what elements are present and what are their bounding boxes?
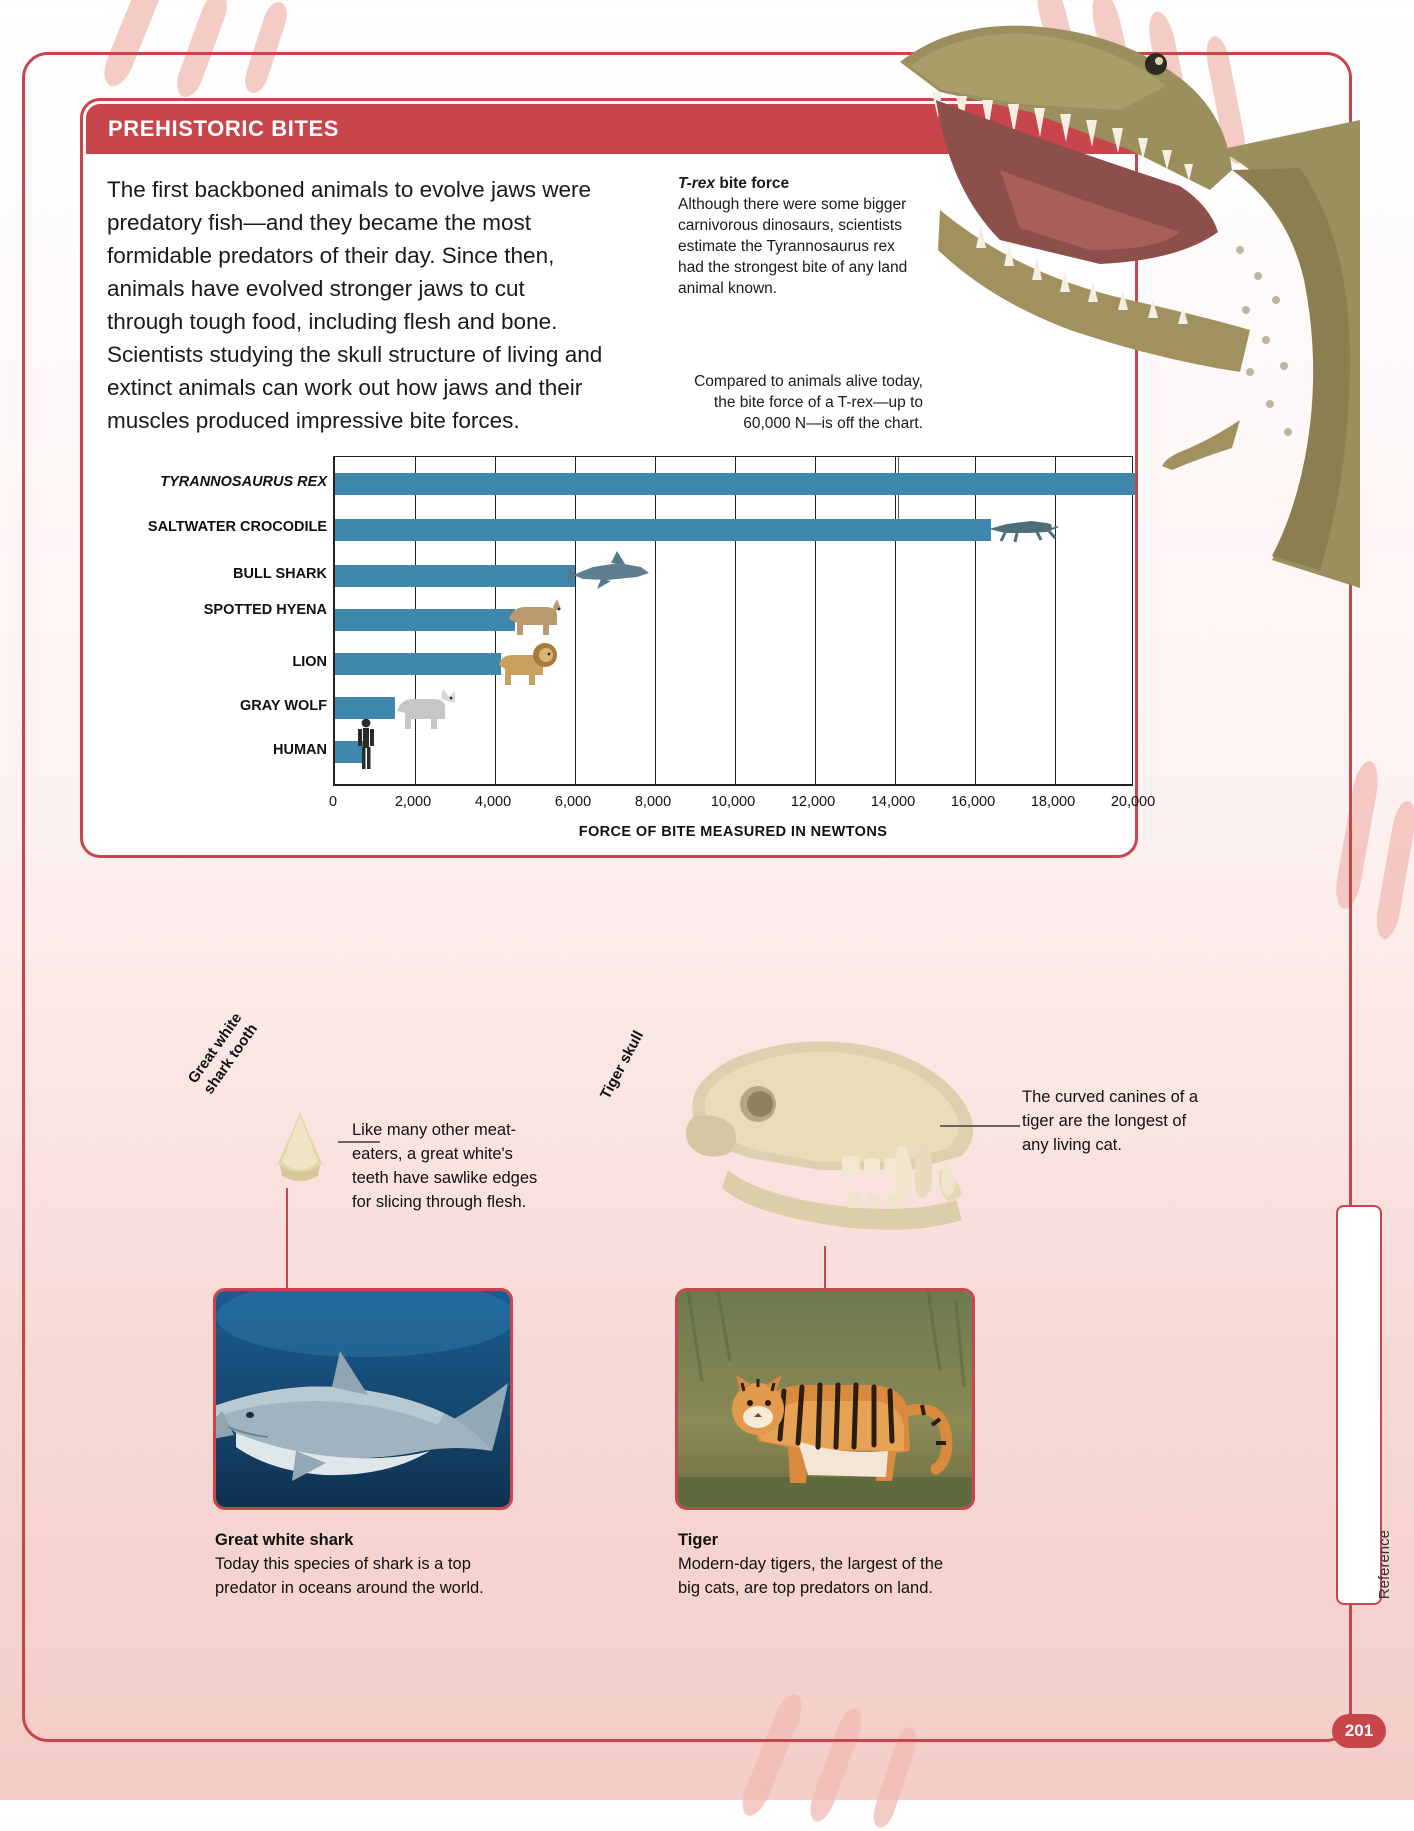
chart-xtick: 10,000	[710, 794, 756, 810]
chart-label-gray-wolf: GRAY WOLF	[239, 698, 327, 714]
hyena-icon	[497, 591, 567, 641]
tiger-skull-image	[610, 1020, 1000, 1250]
great-white-shark-photo	[213, 1288, 513, 1510]
chart-xtick: 8,000	[634, 794, 672, 810]
shark-caption	[215, 1528, 505, 1600]
tiger-skull-label: Tiger skull	[596, 1028, 648, 1102]
chart-label-tyrannosaurus-rex: TYRANNOSAURUS REX	[160, 474, 327, 490]
tiger-caption-title: Tiger	[678, 1531, 719, 1549]
chart-label-human: HUMAN	[273, 742, 327, 758]
lion-icon	[485, 635, 563, 691]
chart-xtick: 12,000	[790, 794, 836, 810]
chart-xtick: 16,000	[950, 794, 996, 810]
chart-xtick: 14,000	[870, 794, 916, 810]
chart-gridline	[575, 457, 576, 784]
chart-bar-spotted-hyena	[335, 609, 515, 631]
page-number-badge: 201	[1332, 1714, 1386, 1748]
chart-gridline	[815, 457, 816, 784]
reference-tab	[1336, 1205, 1382, 1605]
tiger-skull-note: The curved canines of a tiger are the longest of any living cat.	[1022, 1088, 1199, 1154]
chart-gridline	[735, 457, 736, 784]
tiger-caption	[678, 1528, 968, 1600]
shark-tooth-label: Great white shark tooth	[184, 1009, 262, 1098]
tyrannosaurus-rex-illustration	[880, 0, 1360, 600]
chart-xtick: 2,000	[394, 794, 432, 810]
trex-bite-force-body: Although there were some bigger carnivorous dinosaurs, scientists estimate the Tyrannosaurus rex had the strongest bite of any land animal known.	[678, 196, 908, 297]
chart-xtick: 18,000	[1030, 794, 1076, 810]
intro-paragraph: The first backboned animals to evolve jaws were predatory fish—and they became the most formidable predators of their day. Since then, animals have evolved stronger jaws to cut through tough food, including flesh and bone. Scientists studying the skull structure of living and extinct animals can work out how jaws and their muscles produced impressive bite forces.	[107, 177, 603, 433]
tooth-to-photo-connector	[286, 1188, 288, 1288]
chart-label-saltwater-crocodile: SALTWATER CROCODILE	[147, 519, 327, 535]
off-the-chart-callout: Compared to animals alive today, the bite force of a T-rex—up to 60,000 N—is off the chart.	[694, 373, 923, 432]
chart-label-lion: LION	[292, 654, 327, 670]
tiger-illustration	[678, 1291, 975, 1510]
tiger-photo	[675, 1288, 975, 1510]
shark-tooth-image	[268, 1108, 332, 1188]
skull-leader-line	[940, 1125, 1020, 1127]
wolf-icon	[383, 681, 465, 735]
chart-label-spotted-hyena: SPOTTED HYENA	[203, 602, 327, 618]
shark-caption-body: Today this species of shark is a top predator in oceans around the world.	[215, 1555, 484, 1597]
claw-decoration	[1373, 799, 1414, 941]
reference-tab-label: Reference	[1376, 1530, 1393, 1600]
shark-caption-title: Great white shark	[215, 1531, 354, 1549]
chart-xtick: 20,000	[1110, 794, 1156, 810]
chart-x-axis-title: FORCE OF BITE MEASURED IN NEWTONS	[578, 824, 888, 840]
chart-xtick: 4,000	[474, 794, 512, 810]
chart-label-bull-shark: BULL SHARK	[233, 566, 327, 582]
skull-to-photo-connector	[824, 1246, 826, 1288]
chart-gridline	[655, 457, 656, 784]
panel-title-text: PREHISTORIC BITES	[108, 116, 340, 141]
shark-icon	[567, 549, 653, 593]
chart-xtick: 6,000	[554, 794, 592, 810]
great-white-shark-illustration	[216, 1291, 513, 1510]
chart-xtick: 0	[328, 794, 338, 810]
trex-bite-force-heading-em: T-rex	[678, 175, 716, 192]
shark-tooth-note: Like many other meat-eaters, a great white's teeth have sawlike edges for slicing through flesh.	[352, 1121, 538, 1211]
trex-bite-force-heading-rest: bite force	[715, 175, 790, 192]
chart-bar-bull-shark	[335, 565, 575, 587]
tiger-caption-body: Modern-day tigers, the largest of the big cats, are top predators on land.	[678, 1555, 944, 1597]
chart-bar-lion	[335, 653, 501, 675]
human-icon	[357, 717, 375, 771]
